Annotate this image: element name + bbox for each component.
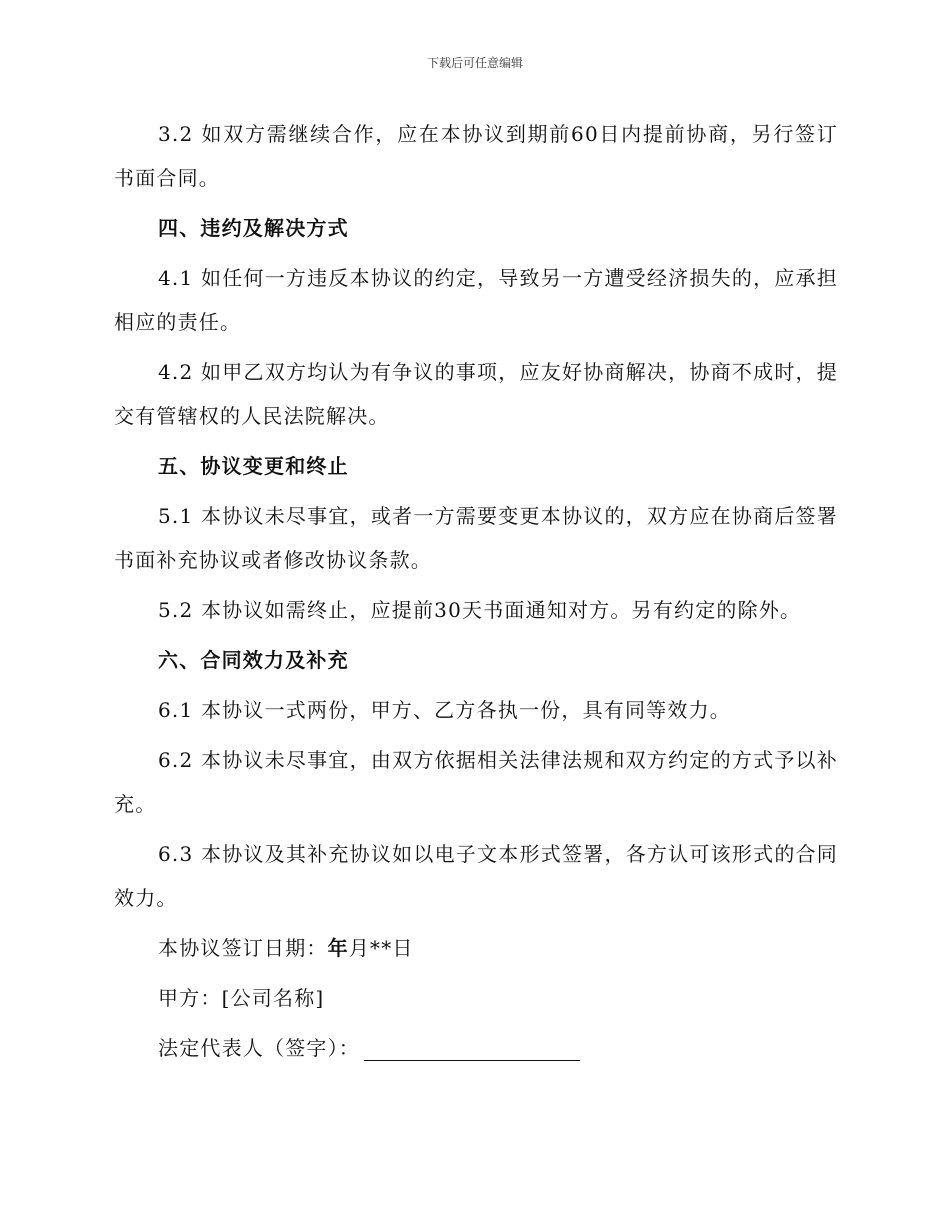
signing-date-year: 年 [327, 936, 349, 960]
header-note: 下载后可任意编辑 [426, 56, 523, 70]
section-heading-6: 六、合同效力及补充 [158, 648, 349, 672]
clause-4-1: 4.1 如任何一方违反本协议的约定，导致另一方遭受经济损失的，应承担相应的责任。 [114, 266, 838, 334]
signing-date [114, 926, 838, 970]
clause-6-3: 6.3 本协议及其补充协议如以电子文本形式签署，各方认可该形式的合同效力。 [114, 842, 838, 910]
document-body [114, 112, 838, 1076]
party-a: 甲方：[公司名称] [158, 986, 325, 1010]
clause-6-1: 6.1 本协议一式两份，甲方、乙方各执一份，具有同等效力。 [158, 698, 731, 722]
legal-representative [114, 1026, 838, 1070]
signing-date-label: 本协议签订日期： [158, 936, 328, 960]
clause-5-2: 5.2 本协议如需终止，应提前30天书面通知对方。另有约定的除外。 [158, 598, 802, 622]
legal-representative-label: 法定代表人（签字）： [158, 1036, 360, 1060]
section-heading-4: 四、违约及解决方式 [158, 216, 349, 240]
signing-date-rest: 月**日 [348, 936, 414, 960]
clause-3-2: 3.2 如双方需继续合作，应在本协议到期前60日内提前协商，另行签订书面合同。 [114, 122, 838, 190]
signature-line [364, 1034, 580, 1061]
clause-6-2: 6.2 本协议未尽事宜，由双方依据相关法律法规和双方约定的方式予以补充。 [114, 748, 838, 816]
section-heading-5: 五、协议变更和终止 [158, 454, 349, 478]
clause-5-1: 5.1 本协议未尽事宜，或者一方需要变更本协议的，双方应在协商后签署书面补充协议或者修改协议条款。 [114, 504, 838, 572]
clause-4-2: 4.2 如甲乙双方均认为有争议的事项，应友好协商解决，协商不成时，提交有管辖权的人民法院解决。 [114, 360, 838, 428]
